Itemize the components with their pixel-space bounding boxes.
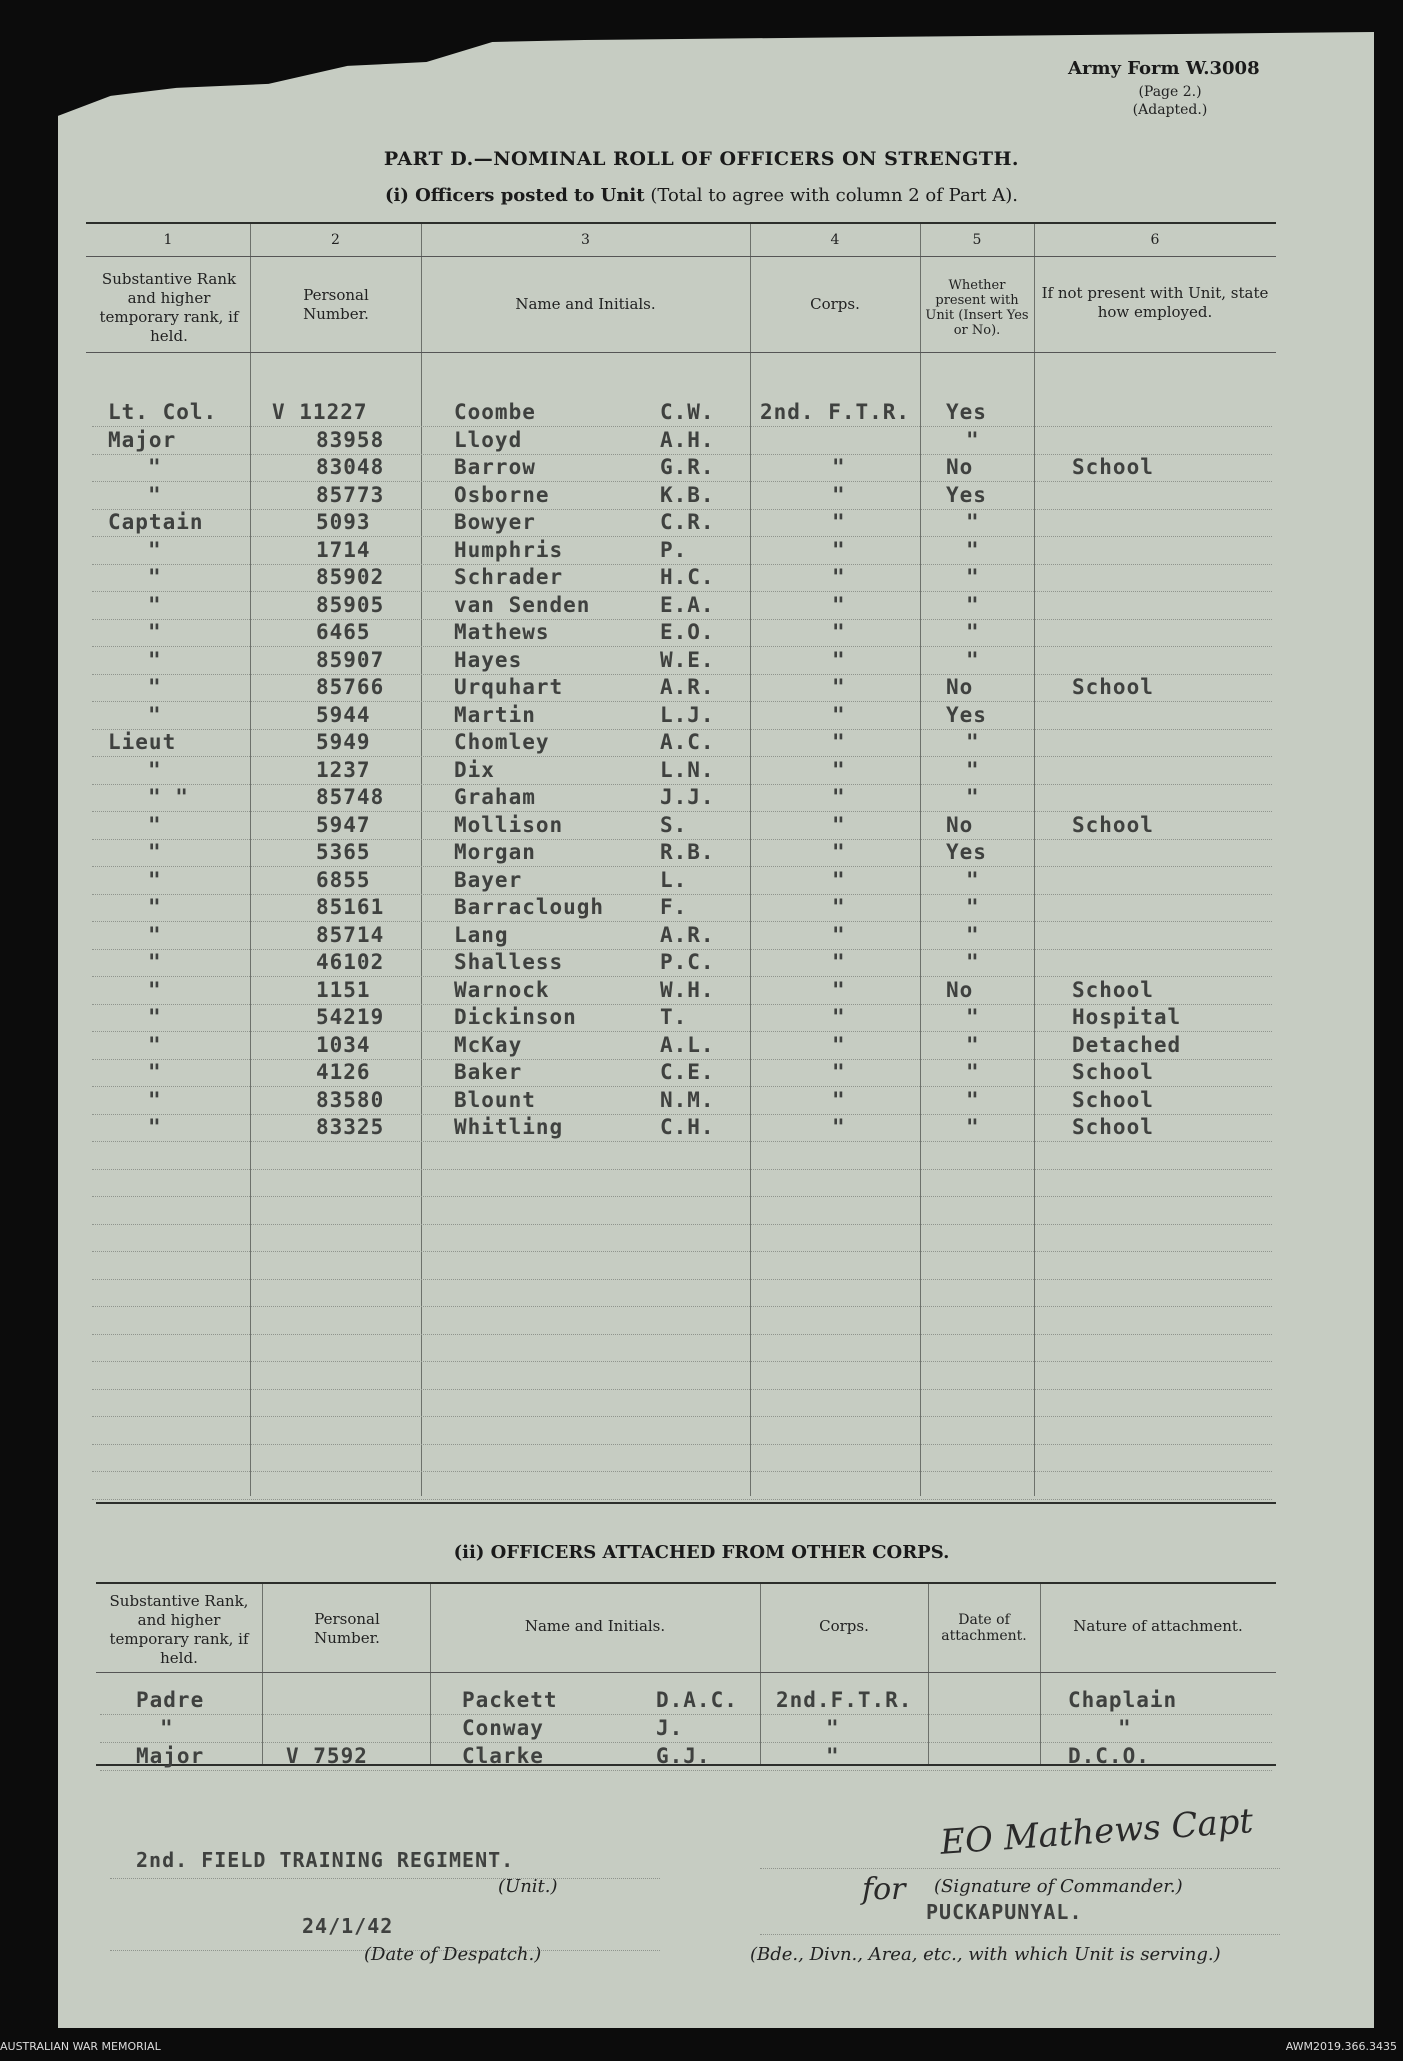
t2-cell-corps: " [826, 1716, 840, 1740]
cell-name: Lang [454, 922, 509, 947]
cell-num: 83580 [316, 1087, 385, 1112]
cell-rank: " [148, 455, 162, 479]
col-number: 3 [581, 232, 590, 248]
t2-cell-rank: " [160, 1716, 174, 1740]
cell-init: C.H. [660, 1115, 715, 1139]
cell-rank: " [148, 1060, 162, 1084]
cell-num: 5944 [316, 702, 371, 727]
col-number: 2 [331, 232, 340, 248]
cell-rank: " [148, 620, 162, 644]
cell-name: Warnock [454, 977, 550, 1002]
t2-head-date: Date of attachment. [941, 1612, 1027, 1644]
cell-rank: Lieut [108, 730, 177, 754]
t2-cell-name: Conway [462, 1716, 544, 1740]
dotted-rule [92, 1499, 1272, 1500]
cell-corps: " [832, 950, 846, 974]
dotted-rule [92, 1444, 1272, 1445]
area-line [760, 1934, 1280, 1935]
t2-cell-name: Clarke [462, 1744, 544, 1768]
cell-present: " [966, 510, 980, 534]
cell-name: Martin [454, 702, 536, 727]
cell-present: " [966, 757, 980, 782]
form-page: (Page 2.) [1138, 84, 1202, 100]
form-adapted: (Adapted.) [1132, 102, 1208, 118]
t2-cell-nature: " [1118, 1716, 1132, 1740]
date-label: (Date of Despatch.) [364, 1944, 542, 1965]
table2-col-divider [1040, 1584, 1041, 1764]
cell-num: 85905 [316, 592, 385, 617]
cell-num: 1714 [316, 537, 371, 562]
cell-name: Schrader [454, 565, 564, 589]
cell-present: " [966, 730, 980, 754]
cell-present: Yes [946, 702, 987, 727]
cell-rank: Major [108, 427, 177, 452]
cell-num: 6855 [316, 867, 371, 892]
cell-present: Yes [946, 482, 987, 507]
t2-head-rank: Substantive Rank, and higher temporary rank, if held. [109, 1592, 249, 1667]
cell-num: 5949 [316, 730, 371, 754]
t2-cell-corps: " [826, 1744, 840, 1768]
cell-corps: " [832, 702, 846, 727]
cell-emp: School [1072, 977, 1154, 1002]
cell-name: Morgan [454, 840, 536, 864]
cell-rank: " [148, 1115, 162, 1139]
cell-init: A.R. [660, 922, 715, 947]
cell-emp: Detached [1072, 1032, 1182, 1057]
cell-present: " [966, 785, 980, 809]
cell-corps: " [832, 757, 846, 782]
dotted-rule [92, 1224, 1272, 1225]
table2-head-rule [96, 1672, 1276, 1673]
cell-init: S. [660, 812, 688, 837]
table1-bottom-rule [96, 1502, 1276, 1504]
cell-init: E.O. [660, 620, 715, 644]
cell-name: McKay [454, 1032, 523, 1057]
cell-present: No [946, 812, 974, 837]
cell-corps: " [832, 482, 846, 507]
t2-cell-rank: Padre [136, 1688, 205, 1712]
cell-name: Baker [454, 1060, 523, 1084]
cell-rank: " [148, 977, 162, 1002]
cell-rank: " [148, 647, 162, 672]
t2-cell-init: G.J. [656, 1744, 711, 1768]
cell-num: 83958 [316, 427, 385, 452]
cell-emp: School [1072, 675, 1154, 699]
cell-num: 54219 [316, 1005, 385, 1029]
cell-rank: " [148, 537, 162, 562]
dotted-rule [100, 1714, 1272, 1715]
cell-num: 1034 [316, 1032, 371, 1057]
cell-name: Dix [454, 757, 495, 782]
cell-corps: " [832, 867, 846, 892]
cell-emp: School [1072, 455, 1154, 479]
cell-present: " [966, 427, 980, 452]
cell-present: " [966, 1087, 980, 1112]
table2-col-divider [928, 1584, 929, 1764]
table1-head-rule [86, 352, 1276, 353]
cell-present: " [966, 537, 980, 562]
t2-head-name: Name and Initials. [524, 1617, 666, 1635]
cell-rank: Lt. Col. [108, 400, 218, 424]
cell-name: Urquhart [454, 675, 564, 699]
cell-name: Bayer [454, 867, 523, 892]
cell-num: 85773 [316, 482, 385, 507]
form-sheet [58, 32, 1374, 2028]
cell-name: Barraclough [454, 895, 605, 919]
cell-corps: " [832, 455, 846, 479]
table2-col-divider [262, 1584, 263, 1764]
col-number: 6 [1150, 232, 1160, 248]
col-head-present: Whether present with Unit (Insert Yes or No). [925, 278, 1029, 338]
t2-head-corps: Corps. [819, 1617, 869, 1635]
cell-corps: " [832, 785, 846, 809]
dotted-rule [92, 1169, 1272, 1170]
t2-cell-nature: D.C.O. [1068, 1744, 1150, 1768]
cell-present: Yes [946, 840, 987, 864]
cell-init: A.R. [660, 675, 715, 699]
t2-cell-rank: Major [136, 1744, 205, 1768]
t2-head-number: Personal Number. [314, 1610, 380, 1647]
cell-corps: " [832, 895, 846, 919]
cell-rank: " [148, 950, 162, 974]
cell-emp: School [1072, 812, 1154, 837]
cell-present: " [966, 565, 980, 589]
cell-rank: " [148, 922, 162, 947]
cell-corps: 2nd. F.T.R. [760, 400, 911, 424]
cell-init: J.J. [660, 785, 715, 809]
cell-corps: " [832, 1087, 846, 1112]
cell-corps: " [832, 565, 846, 589]
col-number: 5 [972, 232, 982, 248]
cell-present: No [946, 455, 974, 479]
section2-title: (ii) OFFICERS ATTACHED FROM OTHER CORPS. [453, 1542, 950, 1563]
cell-present: " [966, 867, 980, 892]
cell-init: H.C. [660, 565, 715, 589]
signature-line [760, 1868, 1280, 1869]
cell-corps: " [832, 675, 846, 699]
dotted-rule [100, 1770, 1272, 1771]
cell-rank: " [148, 757, 162, 782]
dotted-rule [92, 1471, 1272, 1472]
cell-rank: " [148, 1032, 162, 1057]
cell-name: Graham [454, 785, 536, 809]
t2-cell-name: Packett [462, 1688, 558, 1712]
table2-col-divider [760, 1584, 761, 1764]
col-number: 1 [163, 232, 173, 248]
cell-rank: " [148, 565, 162, 589]
cell-init: F. [660, 895, 688, 919]
cell-corps: " [832, 1005, 846, 1029]
cell-corps: " [832, 592, 846, 617]
cell-init: W.H. [660, 977, 715, 1002]
cell-init: P. [660, 537, 688, 562]
cell-name: Bowyer [454, 510, 536, 534]
unit-line [110, 1878, 660, 1879]
date-value: 24/1/42 [302, 1914, 394, 1938]
col-head-name: Name and Initials. [515, 295, 656, 313]
cell-num: V 11227 [272, 400, 368, 424]
cell-present: " [966, 592, 980, 617]
cell-name: Osborne [454, 482, 550, 507]
cell-num: 83048 [316, 455, 385, 479]
cell-present: " [966, 1115, 980, 1139]
cell-present: No [946, 675, 974, 699]
cell-name: Hayes [454, 647, 523, 672]
table1-colnum-rule [86, 256, 1276, 257]
signature-for: for [862, 1872, 906, 1907]
cell-emp: School [1072, 1060, 1154, 1084]
cell-num: 5093 [316, 510, 371, 534]
cell-present: " [966, 950, 980, 974]
cell-name: Mollison [454, 812, 564, 837]
cell-present: " [966, 1032, 980, 1057]
cell-num: 1151 [316, 977, 371, 1002]
cell-name: Coombe [454, 400, 536, 424]
cell-corps: " [832, 647, 846, 672]
cell-rank: " [148, 592, 162, 617]
section1-title-bold: (i) Officers posted to Unit [384, 185, 645, 206]
cell-init: L.N. [660, 757, 715, 782]
cell-init: P.C. [660, 950, 715, 974]
cell-rank: " [148, 675, 162, 699]
cell-present: " [966, 620, 980, 644]
cell-emp: School [1072, 1087, 1154, 1112]
part-title: PART D.—NOMINAL ROLL OF OFFICERS ON STRENGTH. [383, 148, 1020, 170]
section1-title [0, 185, 1403, 206]
cell-init: A.C. [660, 730, 715, 754]
cell-num: 85161 [316, 895, 385, 919]
cell-rank: " [148, 840, 162, 864]
cell-init: C.W. [660, 400, 715, 424]
cell-emp: School [1072, 1115, 1154, 1139]
dotted-rule [92, 1416, 1272, 1417]
archive-credit: AUSTRALIAN WAR MEMORIAL [0, 2040, 161, 2053]
area-label: (Bde., Divn., Area, etc., with which Unit is serving.) [750, 1944, 1221, 1965]
cell-rank: " " [148, 785, 189, 809]
cell-corps: " [832, 510, 846, 534]
dotted-rule [92, 1361, 1272, 1362]
cell-corps: " [832, 922, 846, 947]
cell-init: L. [660, 867, 688, 892]
dotted-rule [92, 1334, 1272, 1335]
t2-cell-num: V 7592 [286, 1744, 368, 1768]
cell-corps: " [832, 1032, 846, 1057]
cell-init: R.B. [660, 840, 715, 864]
cell-init: L.J. [660, 702, 715, 727]
cell-num: 83325 [316, 1115, 385, 1139]
cell-name: Humphris [454, 537, 564, 562]
cell-present: " [966, 1005, 980, 1029]
cell-init: W.E. [660, 647, 715, 672]
cell-init: T. [660, 1005, 688, 1029]
cell-init: C.R. [660, 510, 715, 534]
dotted-rule [92, 1141, 1272, 1142]
table2-top-rule [96, 1582, 1276, 1584]
cell-init: E.A. [660, 592, 715, 617]
cell-corps: " [832, 840, 846, 864]
cell-num: 85748 [316, 785, 385, 809]
cell-rank: " [148, 867, 162, 892]
col-head-number: Personal Number. [303, 286, 369, 323]
cell-name: Mathews [454, 620, 550, 644]
cell-present: " [966, 922, 980, 947]
table1-top-rule [86, 222, 1276, 224]
dotted-rule [92, 1196, 1272, 1197]
cell-num: 85907 [316, 647, 385, 672]
col-head-corps: Corps. [810, 295, 860, 313]
cell-name: Chomley [454, 730, 550, 754]
cell-name: van Senden [454, 592, 591, 617]
cell-num: 85766 [316, 675, 385, 699]
cell-init: N.M. [660, 1087, 715, 1112]
unit-value: 2nd. FIELD TRAINING REGIMENT. [136, 1848, 515, 1872]
col-head-employed: If not present with Unit, state how employed. [1041, 284, 1269, 321]
dotted-rule [92, 1306, 1272, 1307]
cell-num: 85902 [316, 565, 385, 589]
cell-rank: " [148, 895, 162, 919]
cell-num: 1237 [316, 757, 371, 782]
cell-num: 4126 [316, 1060, 371, 1084]
cell-corps: " [832, 812, 846, 837]
cell-init: G.R. [660, 455, 715, 479]
cell-init: K.B. [660, 482, 715, 507]
cell-init: A.H. [660, 427, 715, 452]
area-value: PUCKAPUNYAL. [926, 1900, 1083, 1924]
cell-present: Yes [946, 400, 987, 424]
cell-num: 5947 [316, 812, 371, 837]
archive-id: AWM2019.366.3435 [1285, 2040, 1397, 2053]
cell-num: 46102 [316, 950, 385, 974]
cell-present: " [966, 895, 980, 919]
cell-init: C.E. [660, 1060, 715, 1084]
t2-cell-init: J. [656, 1716, 684, 1740]
cell-rank: Captain [108, 510, 204, 534]
cell-corps: " [832, 730, 846, 754]
cell-name: Blount [454, 1087, 536, 1112]
cell-rank: " [148, 812, 162, 837]
signature: EO Mathews Capt [938, 1801, 1255, 1863]
cell-rank: " [148, 702, 162, 727]
cell-name: Whitling [454, 1115, 564, 1139]
signature-label: (Signature of Commander.) [934, 1876, 1183, 1897]
t2-cell-nature: Chaplain [1068, 1688, 1178, 1712]
cell-init: A.L. [660, 1032, 715, 1057]
cell-corps: " [832, 537, 846, 562]
t2-cell-init: D.A.C. [656, 1688, 738, 1712]
cell-corps: " [832, 620, 846, 644]
col-number: 4 [830, 232, 840, 248]
dotted-rule [92, 1389, 1272, 1390]
cell-name: Barrow [454, 455, 536, 479]
cell-rank: " [148, 1087, 162, 1112]
cell-rank: " [148, 1005, 162, 1029]
section1-title-rest: (Total to agree with column 2 of Part A). [650, 185, 1018, 206]
cell-name: Dickinson [454, 1005, 577, 1029]
t2-head-nature: Nature of attachment. [1073, 1617, 1243, 1635]
cell-corps: " [832, 1060, 846, 1084]
dotted-rule [92, 1279, 1272, 1280]
cell-name: Shalless [454, 950, 564, 974]
cell-num: 85714 [316, 922, 385, 947]
unit-label: (Unit.) [498, 1876, 558, 1897]
cell-present: " [966, 647, 980, 672]
cell-corps: " [832, 1115, 846, 1139]
cell-emp: Hospital [1072, 1005, 1182, 1029]
col-head-rank: Substantive Rank and higher temporary rank, if held. [99, 270, 239, 345]
cell-num: 5365 [316, 840, 371, 864]
dotted-rule [92, 1251, 1272, 1252]
cell-rank: " [148, 482, 162, 507]
table2-col-divider [430, 1584, 431, 1764]
t2-cell-corps: 2nd.F.T.R. [776, 1688, 913, 1712]
dotted-rule [100, 1742, 1272, 1743]
cell-num: 6465 [316, 620, 371, 644]
form-id: Army Form W.3008 [1068, 58, 1260, 79]
cell-present: No [946, 977, 974, 1002]
cell-corps: " [832, 977, 846, 1002]
cell-name: Lloyd [454, 427, 523, 452]
cell-present: " [966, 1060, 980, 1084]
